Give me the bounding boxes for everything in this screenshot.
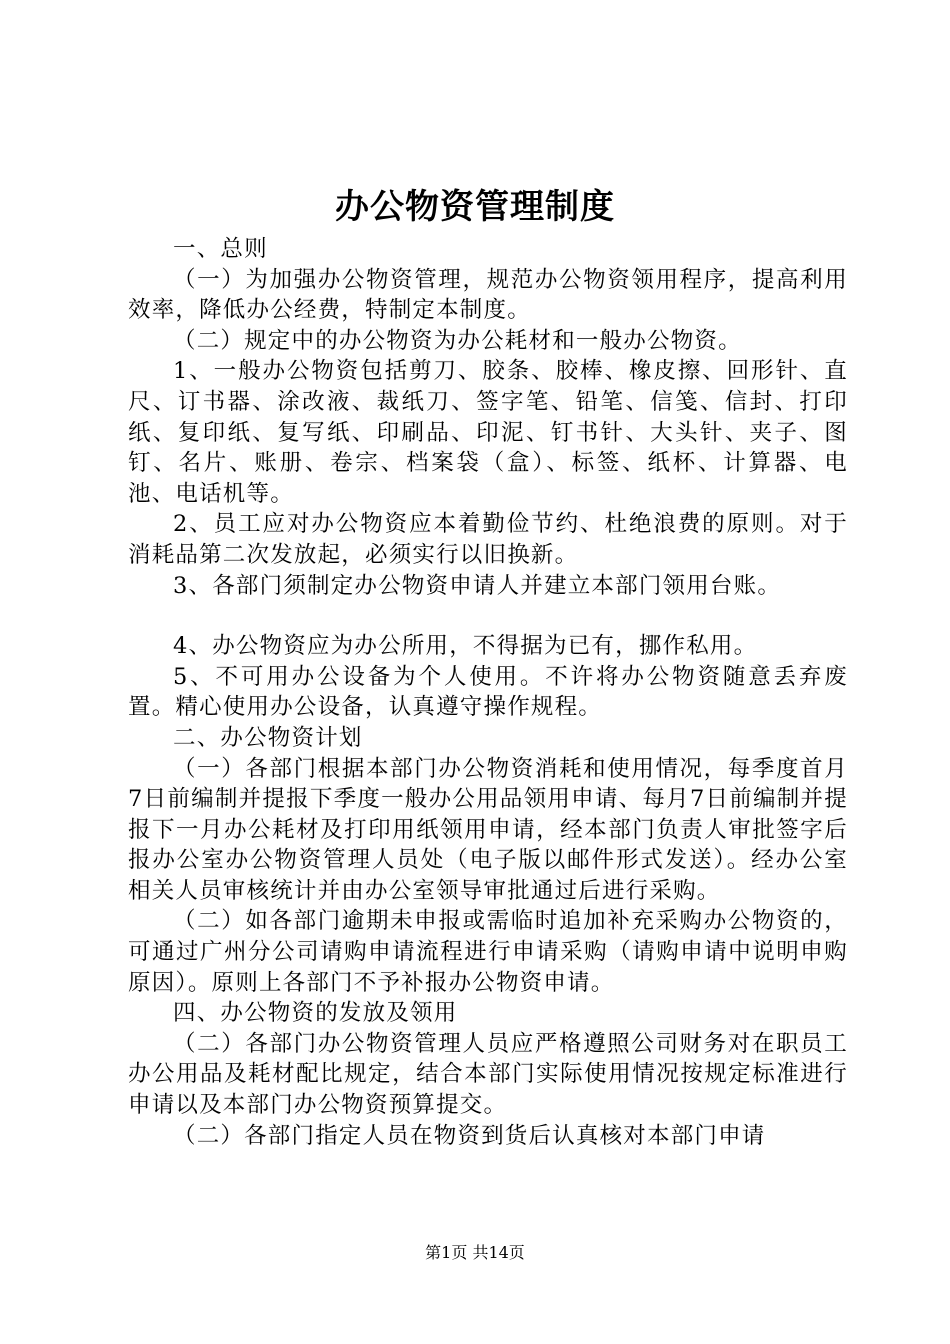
document-body — [128, 234, 848, 1151]
paragraph-plan-2: （二）如各部门逾期未申报或需临时追加补充采购办公物资的，可通过广州分公司请购申请流程进行申请采购（请购申请中说明申购原因）。原则上各部门不予补报办公物资申请。 — [128, 908, 848, 996]
document-title: 办公物资管理制度 — [335, 187, 615, 227]
paragraph-item-1: 1、一般办公物资包括剪刀、胶条、胶棒、橡皮擦、回形针、直尺、订书器、涂改液、裁纸刀、签字笔、铅笔、信笺、信封、打印纸、复印纸、复写纸、印刷品、印泥、钉书针、大头针、夹子、图钉、名片、账册、卷宗、档案袋（盒）、标签、纸杯、计算器、电池、电话机等。 — [128, 358, 848, 507]
page-number-footer: 第1页 共14页 — [425, 1243, 525, 1262]
paragraph-plan-1: （一）各部门根据本部门办公物资消耗和使用情况，每季度首月7日前编制并提报下季度一般办公用品领用申请、每月7日前编制并提报下一月办公耗材及打印用纸领用申请，经本部门负责人审批签字后报办公室办公物资管理人员处（电子版以邮件形式发送）。经办公室相关人员审核统计并由办公室领导审批通过后进行采购。 — [128, 755, 848, 904]
paragraph-purpose: （一）为加强办公物资管理，规范办公物资领用程序，提高利用效率，降低办公经费，特制定本制度。 — [128, 266, 848, 324]
paragraph-item-4: 4、办公物资应为办公所用，不得据为已有，挪作私用。 — [173, 633, 758, 660]
section-heading-plan: 二、办公物资计划 — [173, 724, 363, 751]
paragraph-scope: （二）规定中的办公物资为办公耗材和一般办公物资。 — [173, 327, 742, 354]
paragraph-item-5: 5、不可用办公设备为个人使用。不许将办公物资随意丢弃废置。精心使用办公设备，认真遵守操作规程。 — [128, 663, 848, 721]
paragraph-distribution-1: （二）各部门办公物资管理人员应严格遵照公司财务对在职员工办公用品及耗材配比规定，结合本部门实际使用情况按规定标准进行申请以及本部门办公物资预算提交。 — [128, 1030, 848, 1119]
section-heading-general: 一、总则 — [173, 236, 268, 262]
section-heading-distribution: 四、办公物资的发放及领用 — [173, 1000, 458, 1027]
paragraph-distribution-2: （二）各部门指定人员在物资到货后认真核对本部门申请 — [173, 1122, 766, 1149]
paragraph-item-3: 3、各部门须制定办公物资申请人并建立本部门领用台账。 — [173, 572, 782, 599]
paragraph-item-2: 2、员工应对办公物资应本着勤俭节约、杜绝浪费的原则。对于消耗品第二次发放起，必须实行以旧换新。 — [128, 511, 848, 568]
